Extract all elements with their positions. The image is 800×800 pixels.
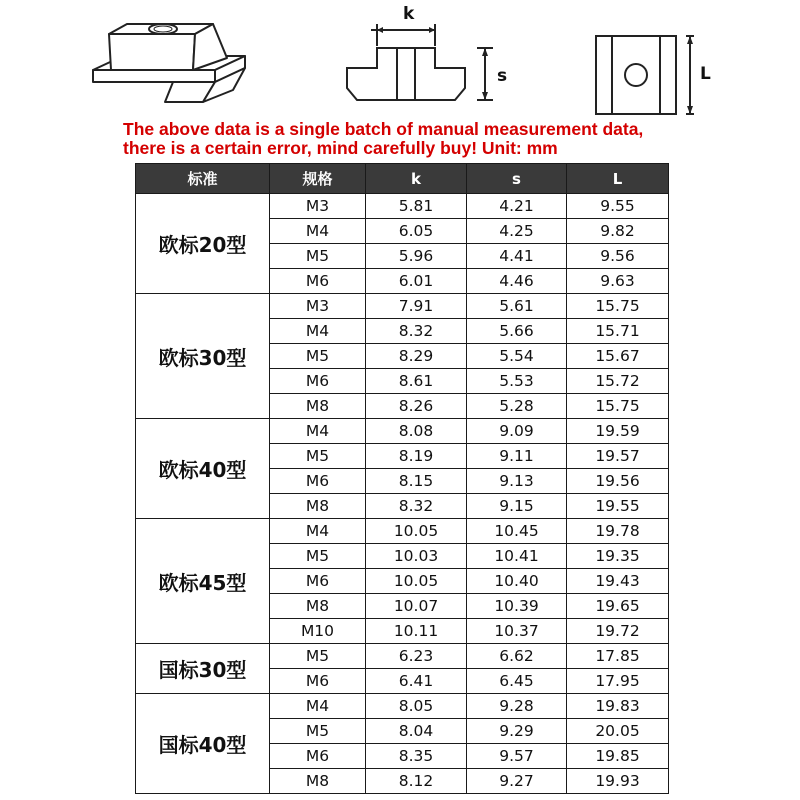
size-cell: M6 <box>270 569 366 594</box>
notice-line-1: The above data is a single batch of manual measurement data, <box>123 119 644 139</box>
table-row <box>136 644 669 669</box>
size-cell: M3 <box>270 194 366 219</box>
s-cell: 5.28 <box>467 394 567 419</box>
table-row <box>136 419 669 444</box>
k-cell: 8.04 <box>366 719 467 744</box>
L-cell: 19.93 <box>567 769 669 794</box>
standard-group-cell: 国标30型 <box>136 644 270 694</box>
dimension-label-L: L <box>700 64 711 84</box>
k-cell: 10.07 <box>366 594 467 619</box>
s-cell: 5.66 <box>467 319 567 344</box>
size-cell: M6 <box>270 369 366 394</box>
L-cell: 19.55 <box>567 494 669 519</box>
k-cell: 5.96 <box>366 244 467 269</box>
s-cell: 9.11 <box>467 444 567 469</box>
k-cell: 8.32 <box>366 494 467 519</box>
s-cell: 4.25 <box>467 219 567 244</box>
k-cell: 5.81 <box>366 194 467 219</box>
k-cell: 8.15 <box>366 469 467 494</box>
k-cell: 10.05 <box>366 519 467 544</box>
L-cell: 17.95 <box>567 669 669 694</box>
size-cell: M5 <box>270 644 366 669</box>
k-cell: 6.01 <box>366 269 467 294</box>
table-header-row <box>136 164 669 194</box>
header-L: L <box>567 164 669 194</box>
L-cell: 15.67 <box>567 344 669 369</box>
s-cell: 4.46 <box>467 269 567 294</box>
L-cell: 9.82 <box>567 219 669 244</box>
k-cell: 8.29 <box>366 344 467 369</box>
spec-table <box>135 163 669 794</box>
dimension-label-s: s <box>497 66 508 86</box>
s-cell: 4.41 <box>467 244 567 269</box>
measurement-notice <box>123 120 783 158</box>
s-cell: 5.54 <box>467 344 567 369</box>
s-cell: 9.57 <box>467 744 567 769</box>
size-cell: M8 <box>270 394 366 419</box>
k-cell: 7.91 <box>366 294 467 319</box>
L-cell: 19.57 <box>567 444 669 469</box>
size-cell: M8 <box>270 494 366 519</box>
size-cell: M5 <box>270 444 366 469</box>
L-cell: 19.83 <box>567 694 669 719</box>
L-cell: 9.55 <box>567 194 669 219</box>
standard-group-cell: 欧标30型 <box>136 294 270 419</box>
L-cell: 9.63 <box>567 269 669 294</box>
top-view-diagram <box>590 30 700 120</box>
size-cell: M6 <box>270 669 366 694</box>
tee-nut-3d-illustration <box>85 12 255 112</box>
front-profile-diagram <box>335 0 515 120</box>
k-cell: 8.08 <box>366 419 467 444</box>
L-cell: 19.72 <box>567 619 669 644</box>
s-cell: 9.15 <box>467 494 567 519</box>
L-cell: 19.56 <box>567 469 669 494</box>
k-cell: 8.19 <box>366 444 467 469</box>
L-cell: 20.05 <box>567 719 669 744</box>
size-cell: M5 <box>270 244 366 269</box>
L-cell: 15.75 <box>567 294 669 319</box>
size-cell: M5 <box>270 544 366 569</box>
standard-group-cell: 欧标40型 <box>136 419 270 519</box>
s-cell: 10.40 <box>467 569 567 594</box>
s-cell: 9.28 <box>467 694 567 719</box>
table-row <box>136 694 669 719</box>
L-cell: 15.75 <box>567 394 669 419</box>
size-cell: M5 <box>270 344 366 369</box>
size-cell: M4 <box>270 219 366 244</box>
k-cell: 8.05 <box>366 694 467 719</box>
product-figures <box>0 0 800 120</box>
L-cell: 19.85 <box>567 744 669 769</box>
L-cell: 19.78 <box>567 519 669 544</box>
s-cell: 10.37 <box>467 619 567 644</box>
size-cell: M4 <box>270 419 366 444</box>
size-cell: M4 <box>270 519 366 544</box>
header-standard: 标准 <box>136 164 270 194</box>
standard-group-cell: 国标40型 <box>136 694 270 794</box>
L-cell: 19.65 <box>567 594 669 619</box>
L-cell: 9.56 <box>567 244 669 269</box>
k-cell: 6.23 <box>366 644 467 669</box>
k-cell: 10.05 <box>366 569 467 594</box>
L-cell: 15.72 <box>567 369 669 394</box>
standard-group-cell: 欧标20型 <box>136 194 270 294</box>
dimension-label-k: k <box>403 4 415 24</box>
table-row <box>136 519 669 544</box>
size-cell: M8 <box>270 594 366 619</box>
size-cell: M4 <box>270 319 366 344</box>
k-cell: 10.11 <box>366 619 467 644</box>
size-cell: M5 <box>270 719 366 744</box>
header-k: k <box>366 164 467 194</box>
k-cell: 6.41 <box>366 669 467 694</box>
L-cell: 19.35 <box>567 544 669 569</box>
size-cell: M4 <box>270 694 366 719</box>
L-cell: 19.59 <box>567 419 669 444</box>
notice-line-2: there is a certain error, mind carefully buy! Unit: mm <box>123 138 558 158</box>
size-cell: M6 <box>270 469 366 494</box>
standard-group-cell: 欧标45型 <box>136 519 270 644</box>
k-cell: 8.12 <box>366 769 467 794</box>
s-cell: 9.29 <box>467 719 567 744</box>
k-cell: 10.03 <box>366 544 467 569</box>
s-cell: 5.61 <box>467 294 567 319</box>
s-cell: 4.21 <box>467 194 567 219</box>
L-cell: 19.43 <box>567 569 669 594</box>
k-cell: 8.32 <box>366 319 467 344</box>
size-cell: M3 <box>270 294 366 319</box>
L-cell: 17.85 <box>567 644 669 669</box>
s-cell: 6.45 <box>467 669 567 694</box>
s-cell: 5.53 <box>467 369 567 394</box>
size-cell: M10 <box>270 619 366 644</box>
s-cell: 10.41 <box>467 544 567 569</box>
s-cell: 9.13 <box>467 469 567 494</box>
table-body <box>136 194 669 794</box>
s-cell: 9.09 <box>467 419 567 444</box>
k-cell: 6.05 <box>366 219 467 244</box>
size-cell: M8 <box>270 769 366 794</box>
k-cell: 8.61 <box>366 369 467 394</box>
table-row <box>136 194 669 219</box>
s-cell: 10.45 <box>467 519 567 544</box>
size-cell: M6 <box>270 269 366 294</box>
s-cell: 9.27 <box>467 769 567 794</box>
L-cell: 15.71 <box>567 319 669 344</box>
header-size: 规格 <box>270 164 366 194</box>
table-row <box>136 294 669 319</box>
size-cell: M6 <box>270 744 366 769</box>
s-cell: 10.39 <box>467 594 567 619</box>
k-cell: 8.26 <box>366 394 467 419</box>
header-s: s <box>467 164 567 194</box>
k-cell: 8.35 <box>366 744 467 769</box>
s-cell: 6.62 <box>467 644 567 669</box>
